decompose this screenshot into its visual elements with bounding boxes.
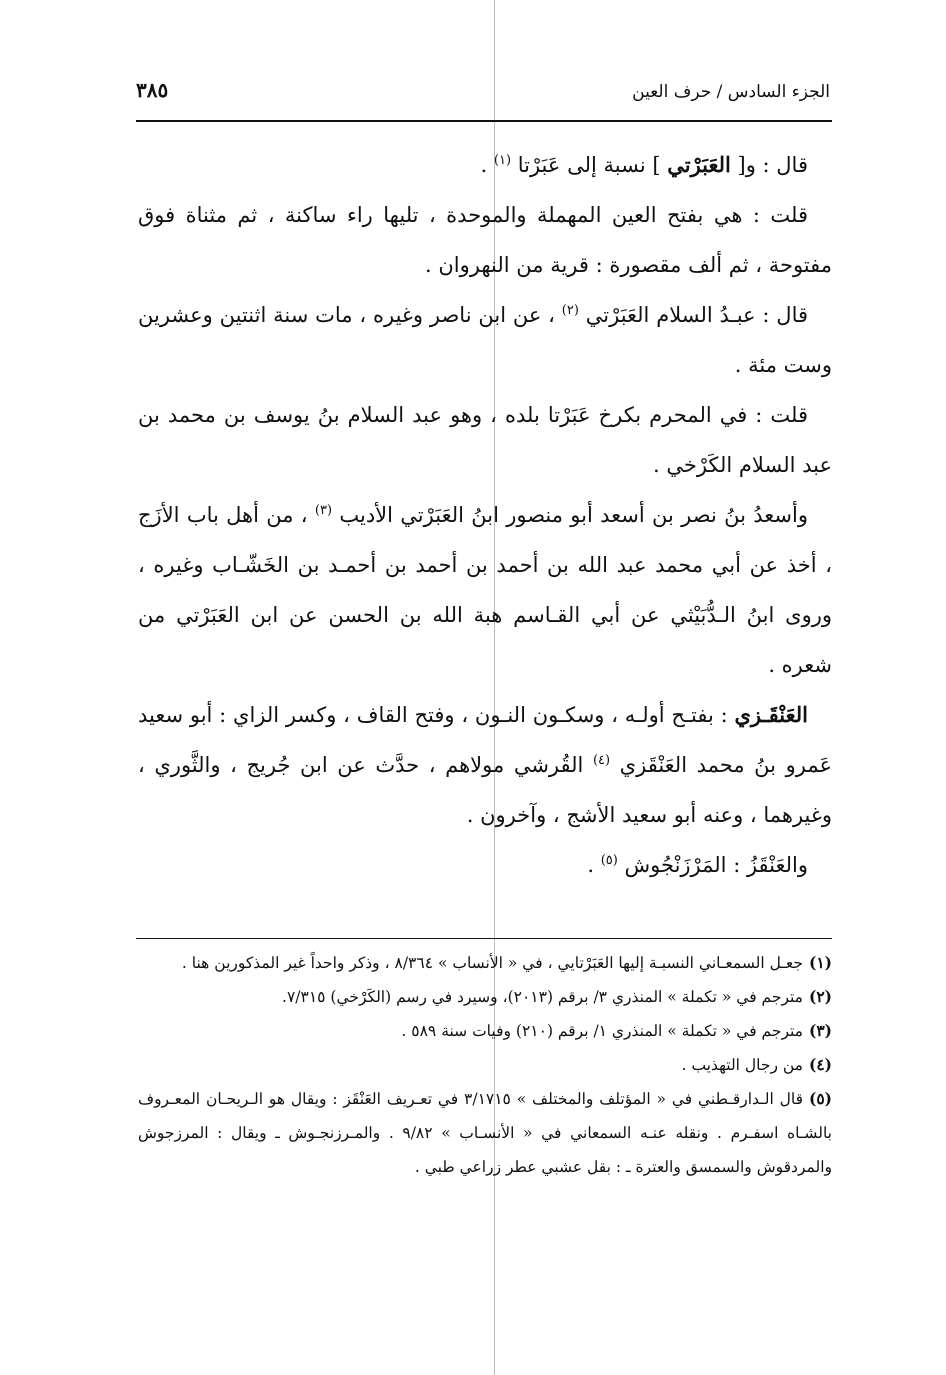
entry-term-abarti: العَبَرْتي bbox=[667, 152, 731, 177]
footnote-5 bbox=[138, 1082, 832, 1184]
footnote-text: مترجم في « تكملة » المنذري ٣/ برقم (٢٠١٣)، وسيرد في رسم (الكَرْخي) ٧/٣١٥. bbox=[282, 988, 803, 1006]
p1-end: . bbox=[480, 153, 494, 177]
footnote-number: (٥) bbox=[808, 1089, 832, 1108]
p3-rest: ، عن ابن ناصر وغيره ، مات سنة اثنتين وعشرين وست مئة . bbox=[138, 303, 832, 377]
footnote-number: (٤) bbox=[808, 1055, 832, 1074]
footnote-number: (٣) bbox=[808, 1021, 832, 1040]
p5-lead: وأسعدُ بنُ نصر بن أسعد أبو منصور ابنُ العَبَرْتي الأديب bbox=[332, 503, 808, 527]
running-header bbox=[136, 78, 830, 110]
p3-lead: قال : عبـدُ السلام العَبَرْتي bbox=[578, 303, 809, 327]
footnote-text: من رجال التهذيب . bbox=[681, 1056, 803, 1074]
p7-lead: والعَنْقَزُ : المَرْزَنْجُوش bbox=[617, 853, 808, 877]
p6-rest2: القُرشي مولاهم ، حدَّث عن ابن جُريج ، والثَّوري ، وغيرهما ، وعنه أبو سعيد الأشج ، وآخرون . bbox=[138, 753, 832, 827]
footnote-3 bbox=[138, 1014, 832, 1048]
p1-lead: قال : و[ bbox=[730, 153, 808, 177]
footnote-1 bbox=[138, 946, 832, 980]
main-text bbox=[138, 140, 832, 890]
footnote-ref-1: (١) bbox=[493, 153, 512, 168]
header-title: الجزء السادس / حرف العين bbox=[632, 82, 830, 102]
p1-rest: ] نسبة إلى عَبَرْتا bbox=[511, 153, 668, 177]
header-rule bbox=[136, 120, 832, 122]
footnote-ref-3: (٣) bbox=[314, 503, 333, 518]
footnote-2 bbox=[138, 980, 832, 1014]
p5-rest: ، من أهل باب الأزَج ، أخذ عن أبي محمد عبد الله بن أحمد بن أحمد بن أحمـد بن الخَشّـاب وغيره ، وروى ابنُ الـدُّبَيْثي عن أبي القـاسم هبة الله بن الحسن عن ابن العَبَرْتي من شعره . bbox=[138, 503, 832, 677]
entry-term-anqazi: العَنْقَـزي bbox=[734, 702, 808, 727]
paragraph-1 bbox=[138, 140, 832, 190]
paragraph-3 bbox=[138, 290, 832, 390]
p6-rest1: : بفتـح أولـه ، وسكـون النـون ، وفتح القاف ، وكسر الزاي : أبو سعيد عَمرو بنُ محمد العَنْقَزي bbox=[138, 703, 832, 777]
paragraph-7 bbox=[138, 840, 832, 890]
footnote-number: (٢) bbox=[808, 987, 832, 1006]
footnote-4 bbox=[138, 1048, 832, 1082]
p7-end: . bbox=[587, 853, 601, 877]
footnotes bbox=[138, 946, 832, 1184]
footnote-text: قال الـدارقـطني في « المؤتلف والمختلف » ٣/١٧١٥ في تعـريف العَنْقَز : ويقال هو الـريحـان المعـروف بالشـاه اسفـرم . ونقله عنـه السمعاني في « الأنسـاب » ٩/٨٢ . والمـرزنجـوش ـ ويقال : المرزجوش والمردقوش والسمسق والعترة ـ : بقل عشبي عطر زراعي طبي . bbox=[138, 1090, 832, 1176]
footnote-ref-5: (٥) bbox=[600, 853, 618, 868]
footnote-number: (١) bbox=[808, 953, 832, 972]
paragraph-4: قلت : في المحرم بكرخ عَبَرْتا بلده ، وهو عبد السلام بنُ يوسف بن محمد بن عبد السلام الكَرْخي . bbox=[138, 403, 832, 477]
footnote-separator bbox=[136, 938, 832, 939]
paragraph-2: قلت : هي بفتح العين المهملة والموحدة ، تليها راء ساكنة ، ثم مثناة فوق مفتوحة ، ثم ألف مقصورة : قرية من النهروان . bbox=[138, 203, 832, 277]
footnote-ref-4: (٤) bbox=[592, 753, 611, 768]
footnote-text: جعـل السمعـاني النسبـة إليها العَبَرْتايي ، في « الأنساب » ٨/٣٦٤ ، وذكر واحداً غير المذكورين هنا . bbox=[181, 954, 803, 972]
footnote-text: مترجم في « تكملة » المنذري ١/ برقم (٢١٠) وفيات سنة ٥٨٩ . bbox=[401, 1022, 803, 1040]
paragraph-6 bbox=[138, 690, 832, 840]
paragraph-5 bbox=[138, 490, 832, 690]
footnote-ref-2: (٢) bbox=[561, 303, 579, 318]
page-number: ٣٨٥ bbox=[136, 78, 169, 102]
